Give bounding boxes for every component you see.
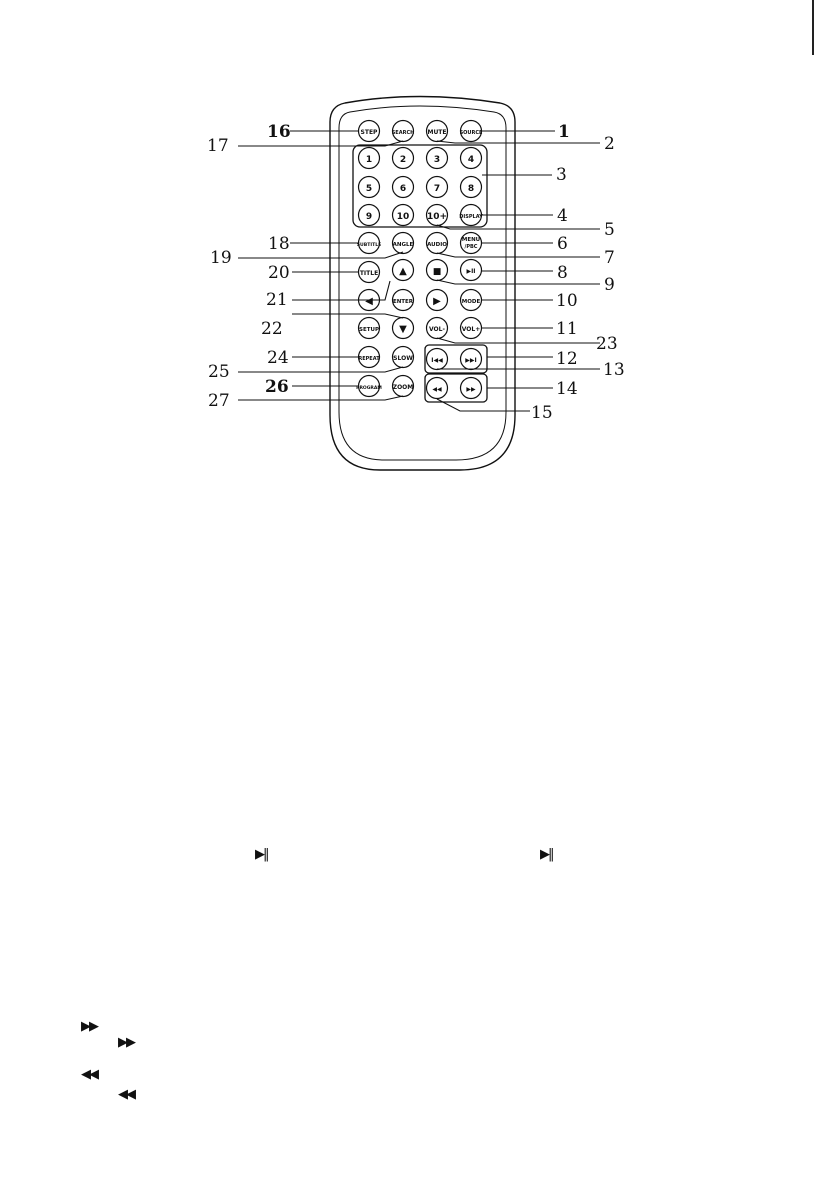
svg-text:10: 10	[396, 212, 410, 222]
svg-text:2: 2	[399, 155, 407, 165]
callout-1: 1	[558, 122, 570, 142]
up-arrow-button[interactable]	[393, 260, 414, 281]
number-10-button[interactable]	[393, 205, 414, 226]
callout-4: 4	[557, 206, 568, 226]
repeat-button[interactable]	[358, 347, 380, 368]
svg-text:6: 6	[399, 184, 407, 194]
svg-text:VOL-: VOL-	[429, 326, 445, 333]
callout-11: 11	[556, 319, 578, 339]
svg-text:ZOOM: ZOOM	[392, 384, 414, 391]
rewind-button[interactable]	[427, 378, 448, 399]
source-button[interactable]	[460, 121, 483, 142]
subtitle-button[interactable]	[357, 233, 382, 254]
number-3-button[interactable]	[427, 148, 448, 169]
callout-26: 26	[265, 377, 289, 397]
svg-text:VOL+: VOL+	[461, 326, 481, 333]
callout-12: 12	[556, 349, 578, 369]
fast-forward-icon: ▶▶	[81, 1019, 97, 1034]
setup-button[interactable]	[359, 318, 380, 339]
callout-23: 23	[596, 334, 618, 354]
svg-text:ANGLE: ANGLE	[392, 242, 414, 248]
number-9-button[interactable]	[359, 205, 380, 226]
svg-text:◀: ◀	[365, 296, 373, 307]
rewind-icon: ◀◀	[81, 1067, 97, 1082]
program-button[interactable]	[356, 376, 382, 397]
number-1-button[interactable]	[359, 148, 380, 169]
svg-text:▶▶I: ▶▶I	[465, 357, 477, 364]
svg-text:TITLE: TITLE	[359, 270, 379, 277]
callout-25: 25	[208, 362, 230, 382]
display-button[interactable]	[459, 205, 483, 226]
step-button[interactable]	[359, 121, 380, 142]
callout-3: 3	[556, 165, 567, 185]
number-7-button[interactable]	[427, 177, 448, 198]
svg-text:◀◀: ◀◀	[432, 386, 442, 393]
svg-text:4: 4	[467, 155, 475, 165]
svg-text:SETUP: SETUP	[359, 327, 379, 333]
svg-text:5: 5	[365, 184, 373, 194]
callout-24: 24	[267, 348, 289, 368]
svg-text:/PBC: /PBC	[464, 244, 478, 250]
svg-text:10+: 10+	[426, 212, 448, 222]
audio-button[interactable]	[427, 233, 448, 254]
svg-text:▼: ▼	[399, 324, 407, 335]
vol-plus-button[interactable]	[461, 318, 482, 339]
play-pause-button[interactable]	[461, 260, 482, 281]
callout-8: 8	[557, 263, 568, 283]
menu-pbc-button[interactable]	[461, 233, 482, 254]
svg-text:■: ■	[432, 267, 442, 277]
svg-text:3: 3	[433, 155, 441, 165]
svg-text:ENTER: ENTER	[392, 299, 414, 305]
callout-21: 21	[266, 290, 288, 310]
title-button[interactable]	[359, 262, 380, 283]
svg-text:▶: ▶	[433, 296, 441, 307]
callout-13: 13	[603, 360, 625, 380]
search-button[interactable]	[392, 121, 415, 142]
svg-text:SLOW: SLOW	[393, 355, 413, 362]
callout-2: 2	[604, 134, 615, 154]
callout-19: 19	[210, 248, 232, 268]
number-4-button[interactable]	[461, 148, 482, 169]
down-arrow-button[interactable]	[393, 318, 414, 339]
play-pause-icon: ▶‖	[255, 847, 268, 862]
mute-button[interactable]	[427, 121, 448, 142]
svg-text:7: 7	[433, 184, 441, 194]
stop-button[interactable]	[427, 260, 448, 281]
callout-10: 10	[556, 291, 578, 311]
svg-text:MUTE: MUTE	[427, 129, 447, 136]
number-10plus-button[interactable]	[427, 205, 448, 226]
play-pause-icon: ▶‖	[540, 847, 553, 862]
vol-minus-button[interactable]	[427, 318, 448, 339]
callout-5: 5	[604, 220, 615, 240]
svg-text:1: 1	[365, 155, 373, 165]
callout-27: 27	[208, 391, 230, 411]
fast-forward-button[interactable]	[461, 378, 482, 399]
svg-text:SUBTITLE: SUBTITLE	[356, 243, 382, 248]
callout-20: 20	[268, 263, 290, 283]
svg-text:▲: ▲	[399, 266, 407, 277]
number-5-button[interactable]	[359, 177, 380, 198]
svg-text:▶II: ▶II	[466, 268, 476, 275]
number-6-button[interactable]	[393, 177, 414, 198]
number-2-button[interactable]	[393, 148, 414, 169]
mode-button[interactable]	[461, 290, 482, 311]
svg-text:8: 8	[467, 184, 475, 194]
svg-text:AUDIO: AUDIO	[427, 242, 447, 248]
callout-17: 17	[207, 136, 229, 156]
svg-text:DISPLAY: DISPLAY	[459, 214, 483, 220]
svg-text:STEP: STEP	[360, 129, 378, 136]
callout-14: 14	[556, 379, 578, 399]
angle-button[interactable]	[393, 233, 414, 254]
zoom-button[interactable]	[393, 376, 414, 397]
callout-22: 22	[261, 319, 283, 339]
slow-button[interactable]	[393, 347, 414, 368]
svg-text:I◀◀: I◀◀	[431, 357, 443, 364]
previous-track-button[interactable]	[427, 349, 448, 370]
rewind-icon: ◀◀	[118, 1087, 134, 1102]
enter-button[interactable]	[393, 290, 414, 311]
svg-text:SEARCH: SEARCH	[391, 130, 415, 136]
callout-18: 18	[268, 234, 290, 254]
fast-forward-icon: ▶▶	[118, 1035, 134, 1050]
svg-text:MENU: MENU	[461, 237, 481, 243]
callout-9: 9	[604, 275, 615, 295]
callout-15: 15	[531, 403, 553, 423]
svg-text:▶▶: ▶▶	[466, 386, 476, 393]
svg-text:9: 9	[365, 212, 373, 222]
next-track-button[interactable]	[461, 349, 482, 370]
svg-text:MODE: MODE	[461, 299, 481, 305]
svg-text:PROGRAM: PROGRAM	[356, 386, 382, 391]
right-arrow-button[interactable]	[427, 290, 448, 311]
callout-16: 16	[267, 122, 291, 142]
leader-lines	[238, 131, 600, 411]
callout-7: 7	[604, 248, 615, 268]
number-8-button[interactable]	[461, 177, 482, 198]
svg-text:REPEAT: REPEAT	[358, 356, 380, 362]
svg-text:SOURCE: SOURCE	[459, 130, 483, 136]
callout-6: 6	[557, 234, 568, 254]
